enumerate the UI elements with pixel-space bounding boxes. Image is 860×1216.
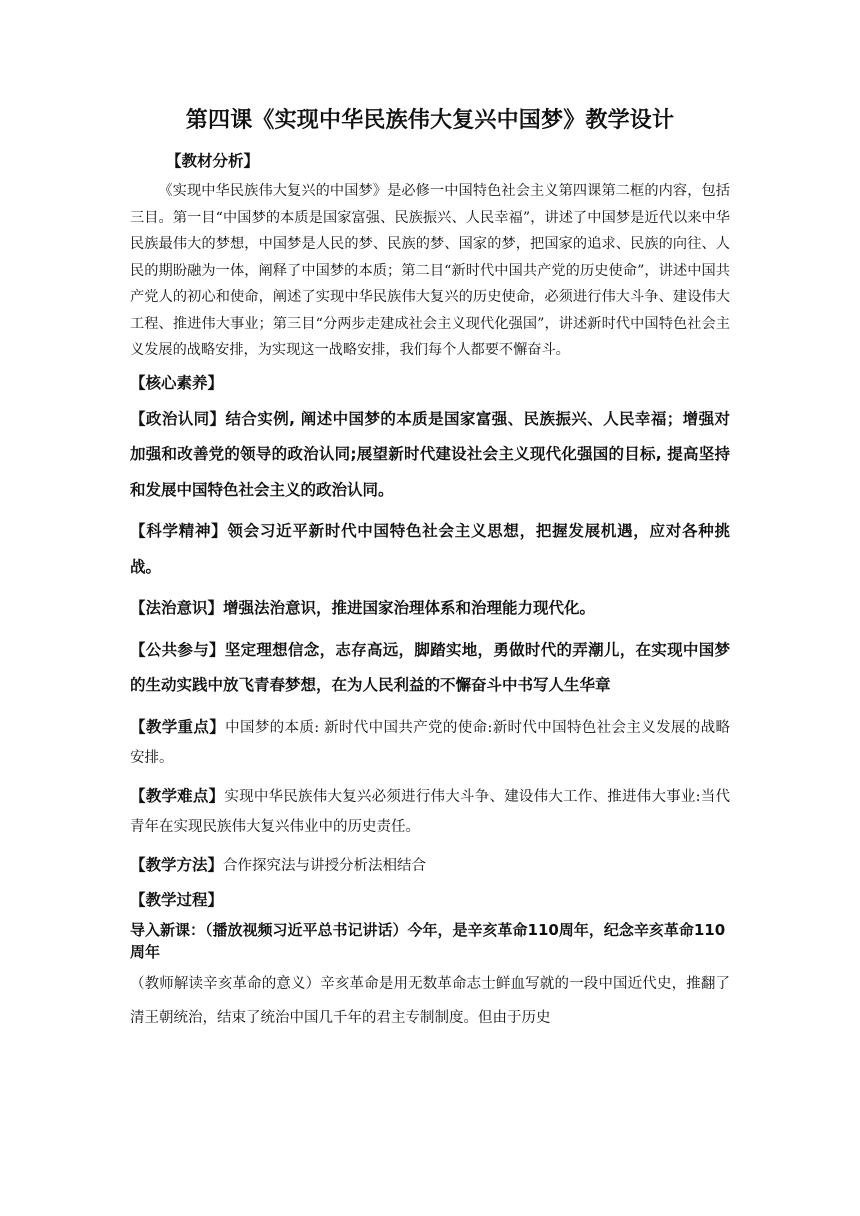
key-points-label: 【教学重点】 xyxy=(130,717,226,736)
literacy-rule-of-law: 【法治意识】增强法治意识，推进国家治理体系和治理能力现代化。 xyxy=(130,599,596,617)
lesson-introduction: 导入新课：（播放视频习近平总书记讲话）今年，是辛亥革命110周年，纪念辛亥革命110周年 xyxy=(130,920,726,961)
teaching-key-points xyxy=(130,712,730,773)
document-content xyxy=(130,104,730,1035)
teaching-methods xyxy=(130,850,730,881)
core-literacy-heading: 【核心素养】 xyxy=(130,373,224,392)
methods-label: 【教学方法】 xyxy=(130,855,224,874)
document-title: 第四课《实现中华民族伟大复兴中国梦》教学设计 xyxy=(185,108,675,133)
textbook-analysis-heading: 【教材分析】 xyxy=(166,152,260,170)
methods-text: 合作探究法与讲授分析法相结合 xyxy=(223,857,427,874)
key-points-text: 中国梦的本质: 新时代中国共产党的使命:新时代中国特色社会主义发展的战略安排。 xyxy=(130,719,730,766)
teaching-difficulties xyxy=(130,781,730,842)
teaching-process-heading: 【教学过程】 xyxy=(130,890,224,909)
textbook-analysis-body: 《实现中华民族伟大复兴的中国梦》是必修一中国特色社会主义第四课第二框的内容，包括三目。第一目“中国梦的本质是国家富强、民族振兴、人民幸福”，讲述了中国梦是近代以来中华民族最伟大的梦想，中国梦是人民的梦、民族的梦、国家的梦，把国家的追求、民族的向往、人民的期盼融为一体，阐释了中国梦的本质；第二目“新时代中国共产党的历史使命”，讲述中国共产党人的初心和使命，阐述了实现中华民族伟大复兴的历史使命，必须进行伟大斗争、建设伟大工程、推进伟大事业；第三目“分两步走建成社会主义现代化强国”，讲述新时代中国特色社会主义发展的战略安排，为实现这一战略安排，我们每个人都要不懈奋斗。 xyxy=(130,183,730,358)
difficulties-label: 【教学难点】 xyxy=(130,786,225,805)
literacy-public-participation: 【公共参与】坚定理想信念，志存高远，脚踏实地，勇做时代的弄潮儿，在实现中国梦的生动实践中放飞青春梦想，在为人民利益的不懈奋斗中书写人生华章 xyxy=(130,640,730,694)
difficulties-text: 实现中华民族伟大复兴必须进行伟大斗争、建设伟大工作、推进伟大事业:当代青年在实现民族伟大复兴伟业中的历史责任。 xyxy=(130,788,730,835)
literacy-scientific-spirit: 【科学精神】领会习近平新时代中国特色社会主义思想，把握发展机遇，应对各种挑战。 xyxy=(130,522,730,576)
literacy-political-identity: 【政治认同】结合实例, 阐述中国梦的本质是国家富强、民族振兴、人民幸福；增强对加强和改善党的领导的政治认同;展望新时代建设社会主义现代化强国的目标, 提高坚持和发展中国特色社会主义的政治认同。 xyxy=(130,409,730,499)
teacher-explanation: （教师解读辛亥革命的意义）辛亥革命是用无数革命志士鲜血写就的一段中国近代史，推翻了清王朝统治，结束了统治中国几千年的君主专制制度。但由于历史 xyxy=(130,975,730,1026)
